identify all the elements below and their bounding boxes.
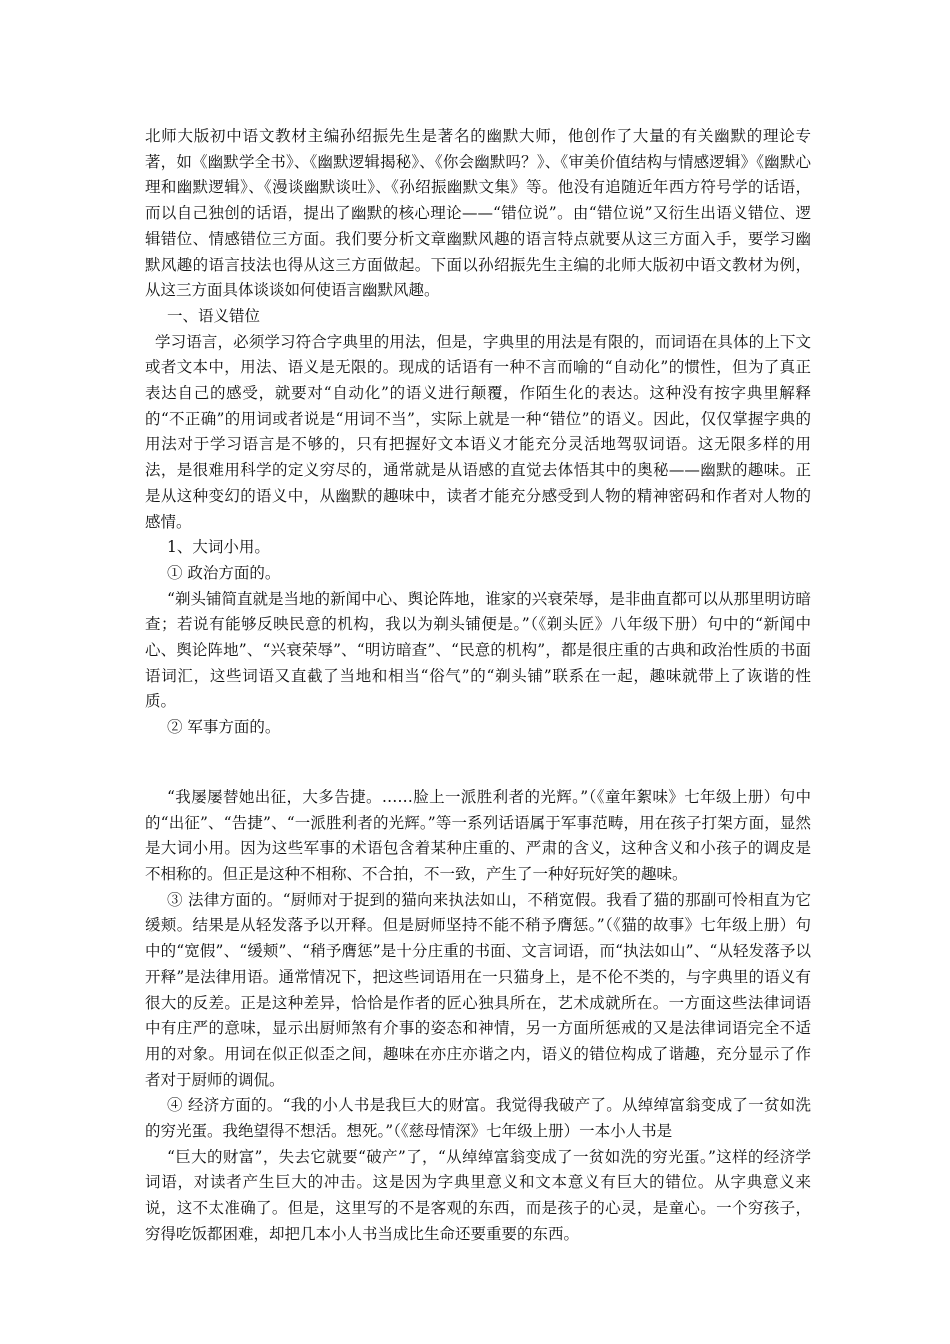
blank-spacing [145,741,811,785]
body-paragraph: “剃头铺简直就是当地的新闻中心、舆论阵地，谁家的兴衰荣辱，是非曲直都可以从那里明访暗查；若说有能够反映民意的机构，我以为剃头铺便是。”（《剃头匠》八年级下册）句中的“新闻中心、舆论阵地”、“兴衰荣辱”、“明访暗查”、“民意的机构”，都是很庄重的古典和政治性质的书面语词汇，这些词语又直截了当地和相当“俗气”的“剃头铺”联系在一起，趣味就带上了诙谐的性质。 [145,589,811,711]
body-paragraph: “巨大的财富”，失去它就要“破产”了，“从绰绰富翁变成了一贫如洗的穷光蛋。”这样的经济学词语，对读者产生巨大的冲击。这是因为字典里意义和文本意义有巨大的错位。从字典意义来说，这不太准确了。但是，这里写的不是客观的东西，而是孩子的心灵，是童心。一个穷孩子，穷得吃饭都困难，却把几本小人书当成比生命还要重要的东西。 [145,1147,811,1243]
subheading-big-words-small-use: 1、大词小用。 [167,538,270,557]
item-heading-military: ② 军事方面的。 [167,718,281,737]
intro-paragraph: 北师大版初中语文教材主编孙绍振先生是著名的幽默大师，他创作了大量的有关幽默的理论专著，如《幽默学全书》、《幽默逻辑揭秘》、《你会幽默吗？》、《审美价值结构与情感逻辑》《幽默心理和幽默逻辑》、《漫谈幽默谈吐》、《孙绍振幽默文集》等。他没有追随近年西方符号学的话语，而以自己独创的话语，提出了幽默的核心理论——“错位说”。由“错位说”又衍生出语义错位、逻辑错位、情感错位三方面。我们要分析文章幽默风趣的语言特点就要从这三方面入手，要学习幽默风趣的语言技法也得从这三方面做起。下面以孙绍振先生主编的北师大版初中语文教材为例，从这三方面具体谈谈如何使语言幽默风趣。 [145,127,811,300]
document-body [145,124,811,1248]
body-paragraph: “我屡屡替她出征，大多告捷。……脸上一派胜利者的光辉。”（《童年絮味》七年级上册）句中的“出征”、“告捷”、“一派胜利者的光辉。”等一系列话语属于军事范畴，用在孩子打架方面，显然是大词小用。因为这些军事的术语包含着某种庄重的、严肃的含义，这种含义和小孩子的调皮是不相称的。但正是这种不相称、不合拍，不一致，产生了一种好玩好笑的趣味。 [145,787,811,883]
body-paragraph-economy: ④ 经济方面的。“我的小人书是我巨大的财富。我觉得我破产了。从绰绰富翁变成了一贫如洗的穷光蛋。我绝望得不想活。想死。”（《慈母情深》七年级上册）一本小人书是 [145,1096,811,1141]
item-heading-politics: ① 政治方面的。 [167,563,281,582]
body-paragraph: 学习语言，必须学习符合字典里的用法，但是，字典里的用法是有限的，而词语在具体的上下文或者文本中，用法、语义是无限的。现成的话语有一种不言而喻的“自动化”的惯性，但为了真正表达自己的感受，就要对“自动化”的语义进行颠覆，作陌生化的表达。这种没有按字典里解释的“不正确”的用词或者说是“用词不当”，实际上就是一种“错位”的语义。因此，仅仅掌握字典的用法对于学习语言是不够的，只有把握好文本语义才能充分灵活地驾驭词语。这无限多样的用法，是很难用科学的定义穷尽的，通常就是从语感的直觉去体悟其中的奥秘——幽默的趣味。正是从这种变幻的语义中，从幽默的趣味中，读者才能充分感受到人物的精神密码和作者对人物的感情。 [145,332,811,531]
body-paragraph-law: ③ 法律方面的。“厨师对于捉到的猫向来执法如山，不稍宽假。我看了猫的那副可怜相直为它缓颊。结果是从轻发落予以开释。但是厨师坚持不能不稍予膺惩。”（《猫的故事》七年级上册）句中的“宽假”、“缓颊”、“稍予膺惩”是十分庄重的书面、文言词语，而“执法如山”、“从轻发落予以开释”是法律用语。通常情况下，把这些词语用在一只猫身上，是不伦不类的，与字典里的语义有很大的反差。正是这种差异，恰恰是作者的匠心独具所在，艺术成就所在。一方面这些法律词语中有庄严的意味，显示出厨师煞有介事的姿态和神情，另一方面所惩戒的又是法律词语完全不适用的对象。用词在似正似歪之间，趣味在亦庄亦谐之内，语义的错位构成了谐趣，充分显示了作者对于厨师的调侃。 [145,890,811,1089]
section-heading-semantic-dislocation: 一、语义错位 [167,306,261,325]
